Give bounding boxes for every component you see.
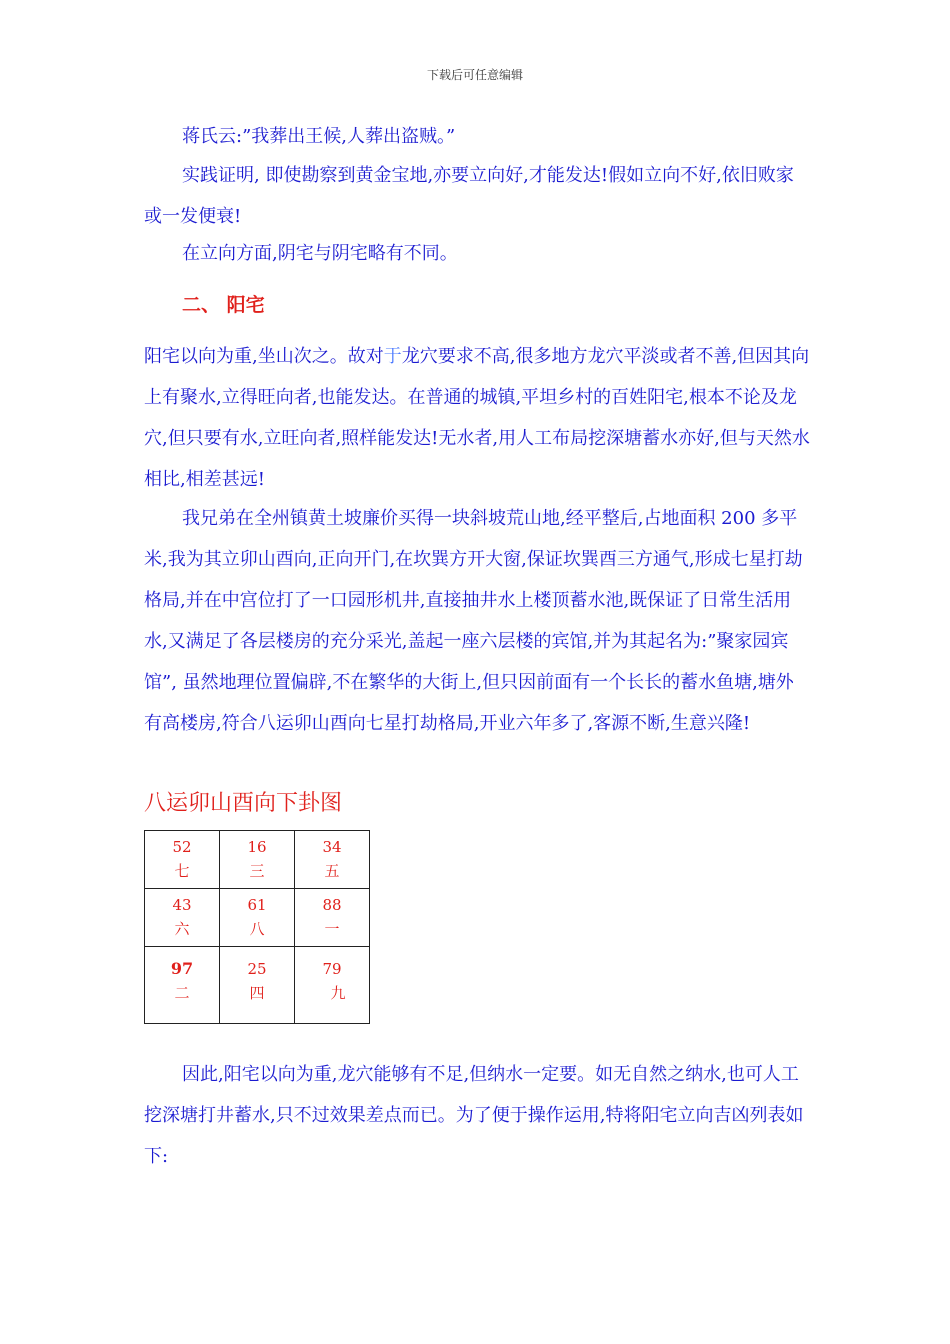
cell-gua: 五 xyxy=(324,862,340,880)
cell-gua: 一 xyxy=(324,920,340,938)
section-heading: 二、 阳宅 xyxy=(182,294,265,316)
grid-cell xyxy=(220,889,295,947)
cell-gua: 七 xyxy=(174,862,190,880)
grid-cell xyxy=(145,947,220,1024)
cell-number: 97 xyxy=(170,959,194,978)
cell-gua: 八 xyxy=(249,920,265,938)
cell-number: 43 xyxy=(172,896,192,914)
cell-gua: 三 xyxy=(249,862,265,880)
cell-gua: 六 xyxy=(174,920,190,938)
cell-number: 61 xyxy=(247,896,267,914)
cell-number: 52 xyxy=(172,838,192,856)
cell-gua: 二 xyxy=(174,984,190,1002)
grid-cell xyxy=(145,831,220,889)
cell-number: 25 xyxy=(247,960,267,978)
paragraph-example: 我兄弟在全州镇黄土坡廉价买得一块斜坡荒山地,经平整后,占地面积 200 多平米,我为其立卯山酉向,正向开门,在坎巽方开大窗,保证坎巽酉三方通气,形成七星打劫格局,并在中宫位打了一口园形机井,直接抽井水上楼顶蓄水池,既保证了日常生活用水,又满足了各层楼房的充分采光,盖起一座六层楼的宾馆,并为其起名为:”聚家园宾馆”, 虽然地理位置偏辟,不在繁华的大街上,但只因前面有一个长长的蓄水鱼塘,塘外有高楼房,符合八运卯山酉向七星打劫格局,开业六年多了,客源不断,生意兴隆! xyxy=(144,508,803,734)
paragraph-practice: 实践证明, 即使勘察到黄金宝地,亦要立向好,才能发达!假如立向不好,依旧败家或一发便衰! xyxy=(144,165,794,227)
grid-cell xyxy=(295,947,370,1024)
paragraph-orientation: 在立向方面,阴宅与阴宅略有不同。 xyxy=(182,243,458,264)
paragraph-conclusion: 因此,阳宅以向为重,龙穴能够有不足,但纳水一定要。如无自然之纳水,也可人工挖深塘打井蓄水,只不过效果差点而已。为了便于操作运用,特将阳宅立向吉凶列表如下: xyxy=(144,1064,804,1167)
paragraph-yang-house xyxy=(144,336,810,500)
flying-star-grid xyxy=(144,830,370,1024)
page-header: 下载后可任意编辑 xyxy=(426,68,523,82)
p4-part-c: 龙穴要求不高,很多地方龙穴平淡或者不善,但因其向上有聚水,立得旺向者,也能发达。在普通的城镇,平坦乡村的百姓阳宅,根本不论及龙穴,但只要有水,立旺向者,照样能发达!无水者,用人工布局挖深塘蓄水亦好,但与天然水相比,相差甚远! xyxy=(144,346,810,490)
grid-cell xyxy=(220,831,295,889)
grid-cell xyxy=(295,889,370,947)
grid-cell xyxy=(145,889,220,947)
cell-number: 79 xyxy=(322,960,342,978)
cell-gua: 四 xyxy=(249,984,265,1002)
cell-number: 16 xyxy=(247,838,267,856)
paragraph-quote: 蒋氏云:”我葬出王候,人葬出盗贼。” xyxy=(182,126,456,147)
cell-number: 34 xyxy=(322,838,342,856)
cell-number: 88 xyxy=(322,896,342,914)
p4-highlight: 于 xyxy=(383,346,402,367)
chart-heading: 八运卯山酉向下卦图 xyxy=(144,791,343,816)
p4-part-a: 阳宅以向为重,坐山次之。故对 xyxy=(144,346,384,367)
grid-cell xyxy=(220,947,295,1024)
grid-cell xyxy=(295,831,370,889)
cell-gua: 九 xyxy=(330,984,346,1002)
